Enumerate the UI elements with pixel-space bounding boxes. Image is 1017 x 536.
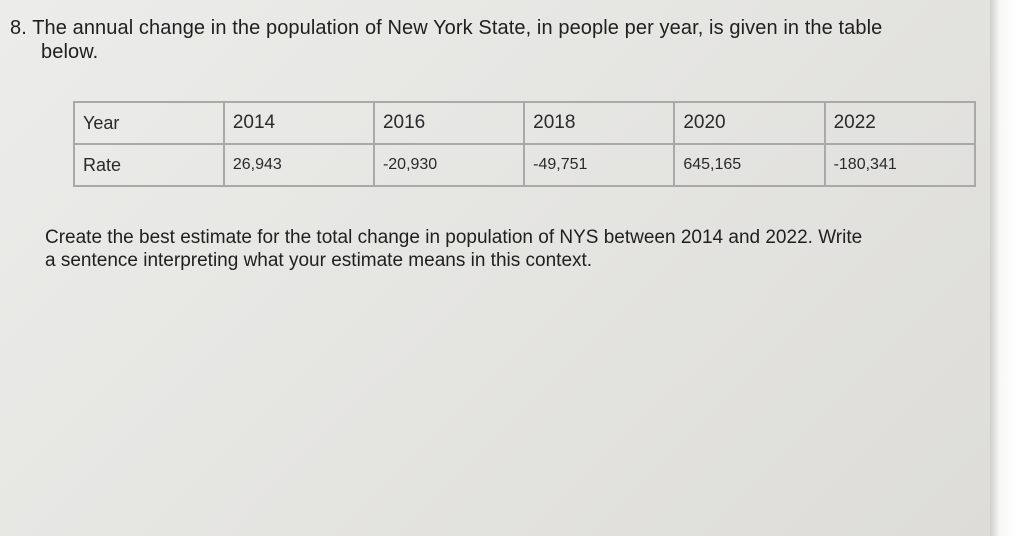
question-8 xyxy=(10,16,990,64)
population-rate-table xyxy=(73,101,976,187)
year-cell: 2022 xyxy=(825,102,975,144)
question-text-line2: below. xyxy=(41,41,99,63)
year-cell: 2020 xyxy=(674,102,824,144)
task-prompt xyxy=(45,226,985,272)
rate-cell: -49,751 xyxy=(524,144,674,186)
row-label-rate: Rate xyxy=(74,144,224,186)
prompt-line2: a sentence interpreting what your estimate means in this context. xyxy=(45,250,593,271)
table-row-year xyxy=(74,102,975,144)
question-text-line1: The annual change in the population of New York State, in people per year, is given in the table xyxy=(32,17,883,39)
rate-cell: -180,341 xyxy=(825,144,975,186)
prompt-line1: Create the best estimate for the total change in population of NYS between 2014 and 2022. Write xyxy=(45,227,863,248)
table-row-rate xyxy=(74,144,975,186)
rate-cell: -20,930 xyxy=(374,144,524,186)
question-number: 8. xyxy=(10,17,27,39)
page-edge xyxy=(990,0,1017,536)
rate-cell: 645,165 xyxy=(674,144,824,186)
row-label-year: Year xyxy=(74,102,224,144)
year-cell: 2016 xyxy=(374,102,524,144)
rate-cell: 26,943 xyxy=(224,144,374,186)
year-cell: 2018 xyxy=(524,102,674,144)
year-cell: 2014 xyxy=(224,102,374,144)
